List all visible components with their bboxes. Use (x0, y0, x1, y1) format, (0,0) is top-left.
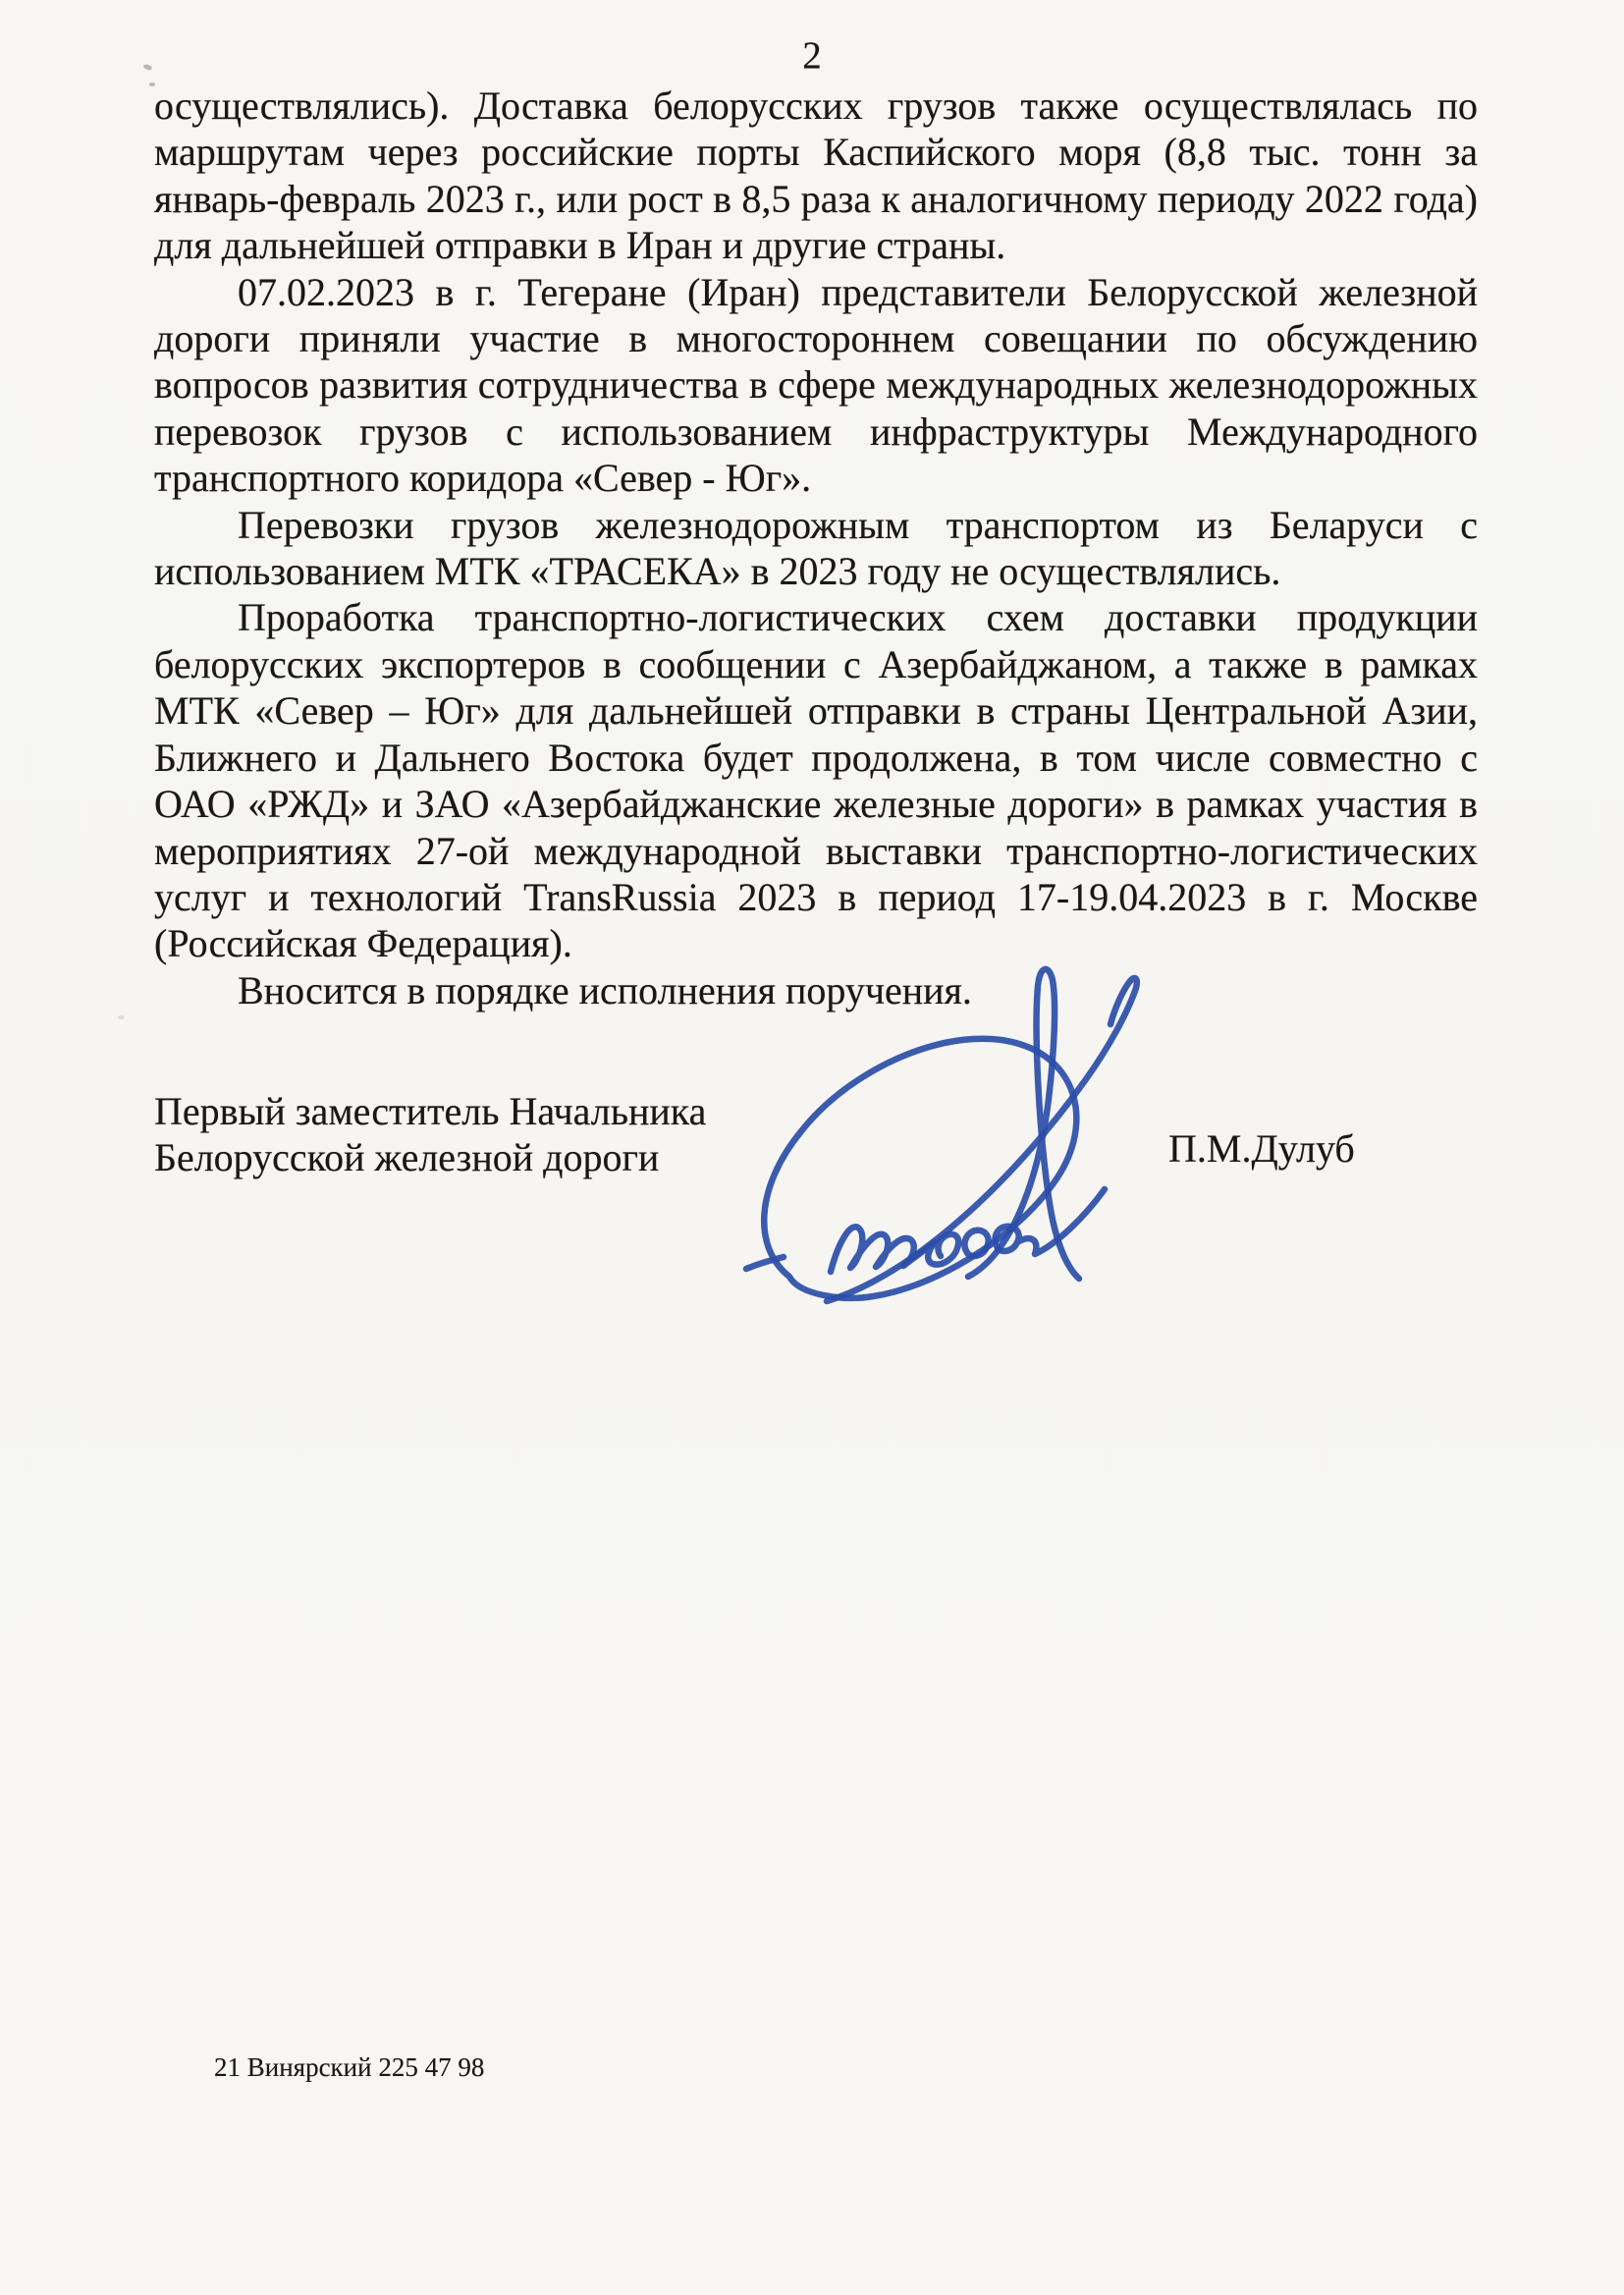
signer-title-line-1: Первый заместитель Начальника (154, 1089, 707, 1133)
paragraph-1: осуществлялись). Доставка белорусских грузов также осуществлялась по маршрутам через российские порты Каспийского моря (8,8 тыс. тонн за январь-февраль 2023 г., или рост в 8,5 раза к аналогичному периоду 2022 года) для дальнейшей отправки в Иран и другие страны. (154, 83, 1478, 268)
document-body (154, 82, 1478, 1013)
handwritten-signature (732, 951, 1164, 1329)
signer-name: П.М.Дулуб (1168, 1126, 1355, 1171)
paragraph-3: Перевозки грузов железнодорожным транспортом из Беларуси с использованием МТК «ТРАСЕКА» в 2023 году не осуществлялись. (154, 502, 1478, 594)
signature-stroke-oval (764, 1039, 1076, 1298)
scan-speck (118, 1015, 125, 1019)
executor-footer: 21 Винярский 225 47 98 (214, 2052, 485, 2082)
paragraph-5: Вносится в порядке исполнения поручения. (238, 967, 972, 1012)
signer-title (154, 1088, 706, 1181)
page-number: 2 (802, 34, 822, 77)
signer-title-line-2: Белорусской железной дороги (154, 1135, 660, 1180)
paragraph-4: Проработка транспортно-логистических схем доставки продукции белорусских экспортеров в сообщении с Азербайджаном, а также в рамках МТК «Север – Юг» для дальнейшей отправки в страны Центральной Азии, Ближнего и Дальнего Востока будет продолжена, в том числе совместно с ОАО «РЖД» и ЗАО «Азербайджанские железные дороги» в рамках участия в мероприятиях 27-ой международной выставки транспортно-логистических услуг и технологий TransRussia 2023 в период 17-19.04.2023 в г. Москве (Российская Федерация). (154, 595, 1478, 966)
paragraph-2: 07.02.2023 в г. Тегеране (Иран) представители Белорусской железной дороги приняли участие в многостороннем совещании по обсуждению вопросов развития сотрудничества в сфере международных железнодорожных перевозок грузов с использованием инфраструктуры Международного транспортного коридора «Север - Юг». (154, 269, 1478, 501)
